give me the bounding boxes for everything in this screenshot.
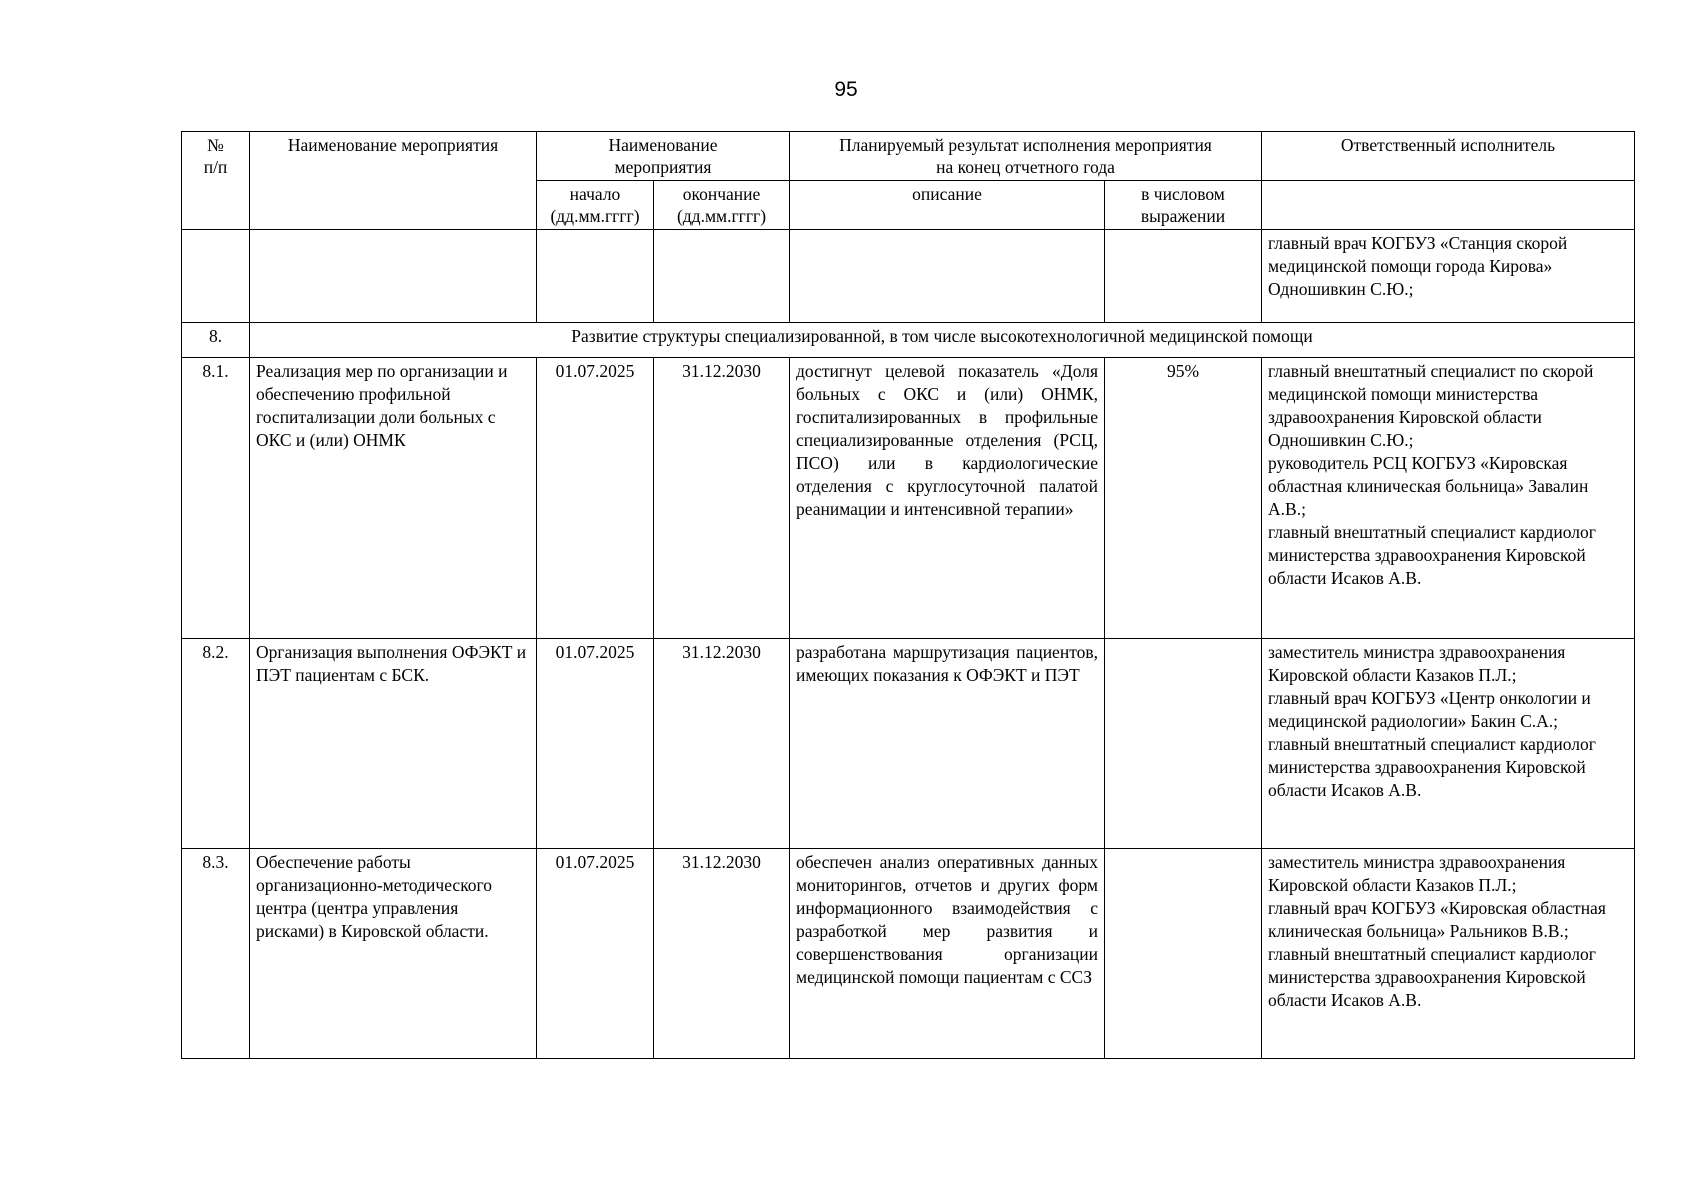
- header-end: окончание (дд.мм.гггг): [654, 181, 790, 230]
- cell-responsible: заместитель министра здравоохранения Кировской области Казаков П.Л.; главный врач КОГБУЗ «Центр онкологии и медицинской радиологии» Бакин С.А.; главный внештатный специалист кардиолог министерства здравоохранения Кировской области Исаков А.В.: [1262, 639, 1635, 849]
- cell-end: 31.12.2030: [654, 849, 790, 1059]
- table-row: [182, 639, 1635, 849]
- cell-start: 01.07.2025: [537, 639, 654, 849]
- activities-table: [181, 131, 1635, 1059]
- cell-end: 31.12.2030: [654, 358, 790, 639]
- header-description: описание: [790, 181, 1105, 230]
- cell-start: 01.07.2025: [537, 849, 654, 1059]
- cell-name: [250, 230, 537, 323]
- header-event-name: Наименование мероприятия: [250, 132, 537, 230]
- cell-name: Обеспечение работы организационно-методического центра (центра управления рисками) в Кировской области.: [250, 849, 537, 1059]
- cell-numeric: [1105, 849, 1262, 1059]
- cell-num: [182, 230, 250, 323]
- header-row-1: [182, 132, 1635, 181]
- header-responsible: Ответственный исполнитель: [1262, 132, 1635, 181]
- section-num: 8.: [182, 323, 250, 358]
- cell-end: 31.12.2030: [654, 639, 790, 849]
- cell-start: [537, 230, 654, 323]
- cell-responsible: главный врач КОГБУЗ «Станция скорой медицинской помощи города Кирова» Одношивкин С.Ю.;: [1262, 230, 1635, 323]
- cell-start: 01.07.2025: [537, 358, 654, 639]
- cell-num: 8.1.: [182, 358, 250, 639]
- cell-description: [790, 230, 1105, 323]
- cell-numeric: [1105, 639, 1262, 849]
- cell-num: 8.2.: [182, 639, 250, 849]
- cell-end: [654, 230, 790, 323]
- header-dates-group: Наименование мероприятия: [537, 132, 790, 181]
- cell-description: достигнут целевой показатель «Доля больных с ОКС и (или) ОНМК, госпитализированных в профильные специализированные отделения (РСЦ, ПСО) или в кардиологические отделения с круглосуточной палатой реанимации и интенсивной терапии»: [790, 358, 1105, 639]
- cell-name: Организация выполнения ОФЭКТ и ПЭТ пациентам с БСК.: [250, 639, 537, 849]
- cell-responsible: заместитель министра здравоохранения Кировской области Казаков П.Л.; главный врач КОГБУЗ «Кировская областная клиническая больница» Ральников В.В.; главный внештатный специалист кардиолог министерства здравоохранения Кировской области Исаков А.В.: [1262, 849, 1635, 1059]
- cell-numeric: [1105, 230, 1262, 323]
- header-start: начало (дд.мм.гггг): [537, 181, 654, 230]
- cell-name: Реализация мер по организации и обеспечению профильной госпитализации доли больных с ОКС и (или) ОНМК: [250, 358, 537, 639]
- cell-numeric: 95%: [1105, 358, 1262, 639]
- section-title: Развитие структуры специализированной, в том числе высокотехнологичной медицинской помощи: [250, 323, 1635, 358]
- header-responsible-sub: [1262, 181, 1635, 230]
- cell-num: 8.3.: [182, 849, 250, 1059]
- table-row-continuation: [182, 230, 1635, 323]
- page-number: 95: [834, 78, 858, 101]
- table-row: [182, 849, 1635, 1059]
- header-numeric: в числовом выражении: [1105, 181, 1262, 230]
- cell-responsible: главный внештатный специалист по скорой медицинской помощи министерства здравоохранения Кировской области Одношивкин С.Ю.; руководитель РСЦ КОГБУЗ «Кировская областная клиническая больница» Завалин А.В.; главный внештатный специалист кардиолог министерства здравоохранения Кировской области Исаков А.В.: [1262, 358, 1635, 639]
- table-row: [182, 358, 1635, 639]
- header-num: № п/п: [182, 132, 250, 230]
- header-result-group: Планируемый результат исполнения мероприятия на конец отчетного года: [790, 132, 1262, 181]
- cell-description: разработана маршрутизация пациентов, имеющих показания к ОФЭКТ и ПЭТ: [790, 639, 1105, 849]
- section-row: [182, 323, 1635, 358]
- cell-description: обеспечен анализ оперативных данных мониторингов, отчетов и других форм информационного взаимодействия с разработкой мер развития и совершенствования организации медицинской помощи пациентам с ССЗ: [790, 849, 1105, 1059]
